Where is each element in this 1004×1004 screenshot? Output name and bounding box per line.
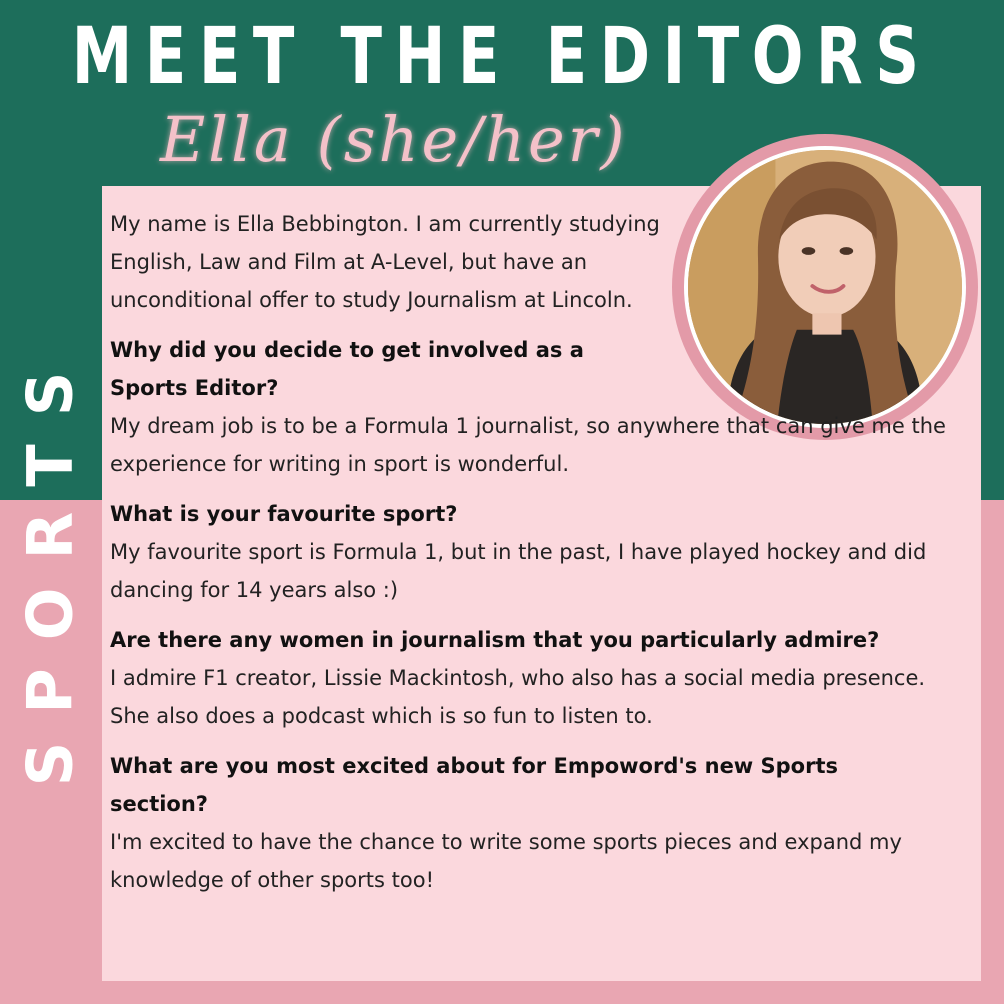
qa-item	[110, 495, 970, 609]
qa-question: What are you most excited about for Empoword's new Sports section?	[110, 754, 838, 816]
section-side-label	[0, 343, 100, 787]
page-title: MEET THE EDITORS	[71, 12, 932, 102]
qa-item	[110, 621, 970, 735]
editor-name-subtitle: Ella (she/her)	[160, 103, 628, 176]
qa-answer: I admire F1 creator, Lissie Mackintosh, who also has a social media presence. She also does a podcast which is so fun to listen to.	[110, 666, 926, 728]
qa-question: What is your favourite sport?	[110, 502, 458, 526]
qa-answer: I'm excited to have the chance to write some sports pieces and expand my knowledge of other sports too!	[110, 830, 902, 892]
intro-paragraph: My name is Ella Bebbington. I am currently studying English, Law and Film at A-Level, but have an unconditional offer to study Journalism at Lincoln.	[110, 212, 660, 312]
qa-answer: My favourite sport is Formula 1, but in the past, I have played hockey and did dancing for 14 years also :)	[110, 540, 927, 602]
qa-question: Why did you decide to get involved as a Sports Editor?	[110, 338, 584, 400]
qa-item	[110, 747, 970, 899]
qa-question: Are there any women in journalism that you particularly admire?	[110, 628, 880, 652]
qa-item	[110, 331, 970, 483]
section-side-label-text: SPORTS	[13, 343, 87, 787]
profile-content	[110, 205, 970, 899]
qa-answer: My dream job is to be a Formula 1 journalist, so anywhere that can give me the experience for writing in sport is wonderful.	[110, 414, 946, 476]
